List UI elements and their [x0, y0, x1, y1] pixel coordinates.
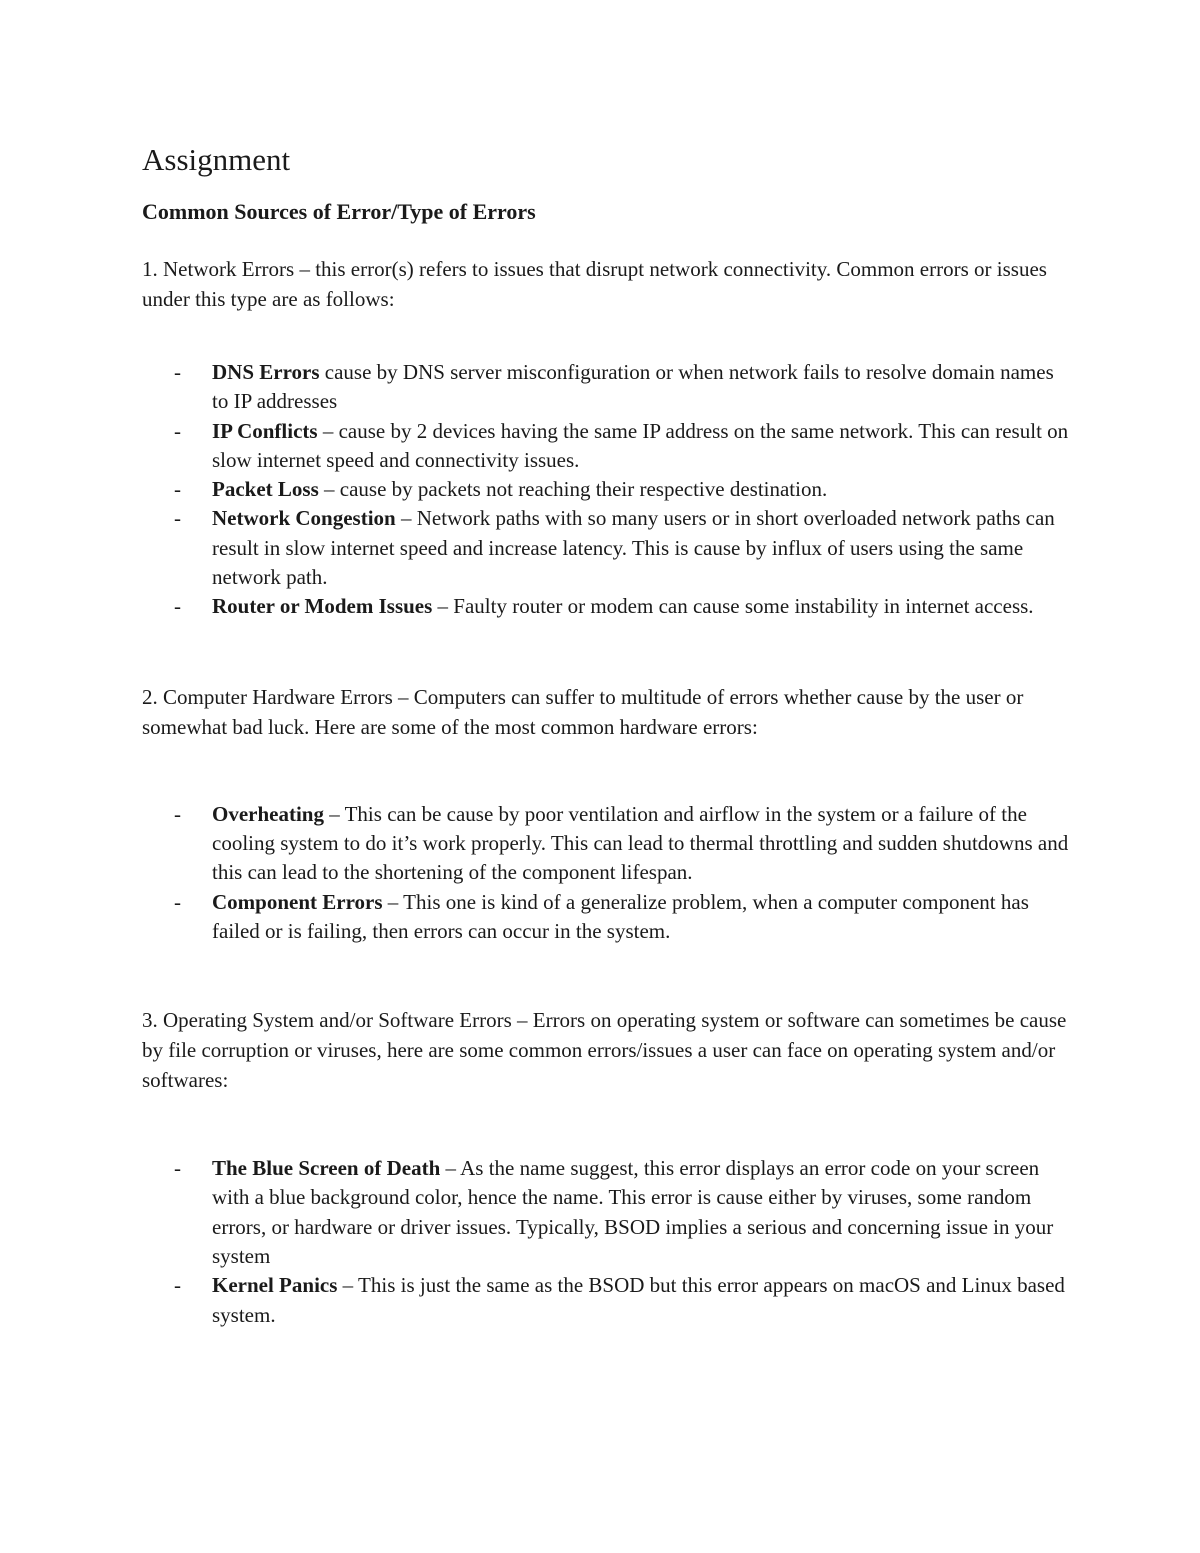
list-item [142, 504, 1072, 592]
list-item [142, 1154, 1072, 1271]
bullet-term: Kernel Panics [212, 1273, 338, 1298]
bullet-dash: - [174, 418, 181, 443]
bullet-dash: - [174, 360, 181, 384]
bullet-dash: - [174, 1156, 181, 1181]
section-intro: 3. Operating System and/or Software Errors – Errors on operating system or software can sometimes be cause by file corruption or viruses, here are some common errors/issues a user can face on operating system and/or softwares: [142, 1008, 1067, 1093]
bullet-text: – cause by 2 devices having the same IP address on the same network. This can result on slow internet speed and connectivity issues. [212, 418, 1069, 472]
bullet-term: IP Conflicts [212, 418, 318, 443]
bullet-dash: - [174, 594, 181, 619]
bullet-text: – This one is kind of a generalize problem, when a computer component has failed or is failing, then errors can occur in the system. [212, 889, 1029, 943]
bullet-term: Packet Loss [212, 477, 319, 502]
bullet-term: Overheating [212, 801, 324, 826]
section-hardware-errors [142, 682, 1072, 946]
bullet-term: Component Errors [212, 889, 383, 914]
list-item [142, 592, 1072, 621]
list-item [142, 475, 1072, 504]
bullet-text: – As the name suggest, this error displays an error code on your screen with a blue background color, hence the name. This error is cause either by viruses, some random errors, or hardware or driver issues. Typically, BSOD implies a serious and concerning issue in your system [212, 1156, 1054, 1269]
bullet-dash: - [174, 889, 181, 914]
bullet-dash: - [174, 506, 181, 531]
bullet-term: DNS Errors [212, 360, 320, 384]
bullet-text: – cause by packets not reaching their respective destination. [318, 477, 828, 502]
section-software-errors [142, 1005, 1072, 1330]
list-item [142, 1271, 1072, 1330]
list-item [142, 417, 1072, 476]
bullet-term: The Blue Screen of Death [212, 1156, 441, 1181]
bullet-text: cause by DNS server misconfiguration or when network fails to resolve domain names to IP addresses [212, 360, 1054, 414]
bullet-text: – This is just the same as the BSOD but this error appears on macOS and Linux based system. [212, 1273, 1065, 1327]
page-subtitle: Common Sources of Error/Type of Errors [142, 199, 536, 224]
bullet-term: Network Congestion [212, 506, 396, 531]
list-item [142, 888, 1072, 947]
bullet-text: – Faulty router or modem can cause some instability in internet access. [432, 594, 1034, 619]
bullet-term: Router or Modem Issues [212, 594, 433, 619]
bullet-list [142, 1154, 1072, 1330]
page-title: Assignment [142, 142, 291, 177]
document-page [142, 140, 1072, 1330]
bullet-list [142, 800, 1072, 946]
bullet-dash: - [174, 801, 181, 826]
section-intro: 1. Network Errors – this error(s) refers to issues that disrupt network connectivity. Common errors or issues under this type are as follows: [142, 257, 1047, 311]
section-network-errors [142, 254, 1072, 622]
bullet-text: – This can be cause by poor ventilation and airflow in the system or a failure of the cooling system to do it’s work properly. This can lead to thermal throttling and sudden shutdowns and this can lead to the shortening of the component lifespan. [212, 801, 1069, 885]
section-intro: 2. Computer Hardware Errors – Computers can suffer to multitude of errors whether cause by the user or somewhat bad luck. Here are some of the most common hardware errors: [142, 684, 1024, 739]
bullet-dash: - [174, 1273, 181, 1298]
bullet-text: – Network paths with so many users or in short overloaded network paths can result in slow internet speed and increase latency. This is cause by influx of users using the same network path. [212, 506, 1055, 590]
bullet-dash: - [174, 477, 181, 502]
list-item [142, 800, 1072, 888]
bullet-list [142, 358, 1072, 622]
list-item [142, 358, 1072, 417]
